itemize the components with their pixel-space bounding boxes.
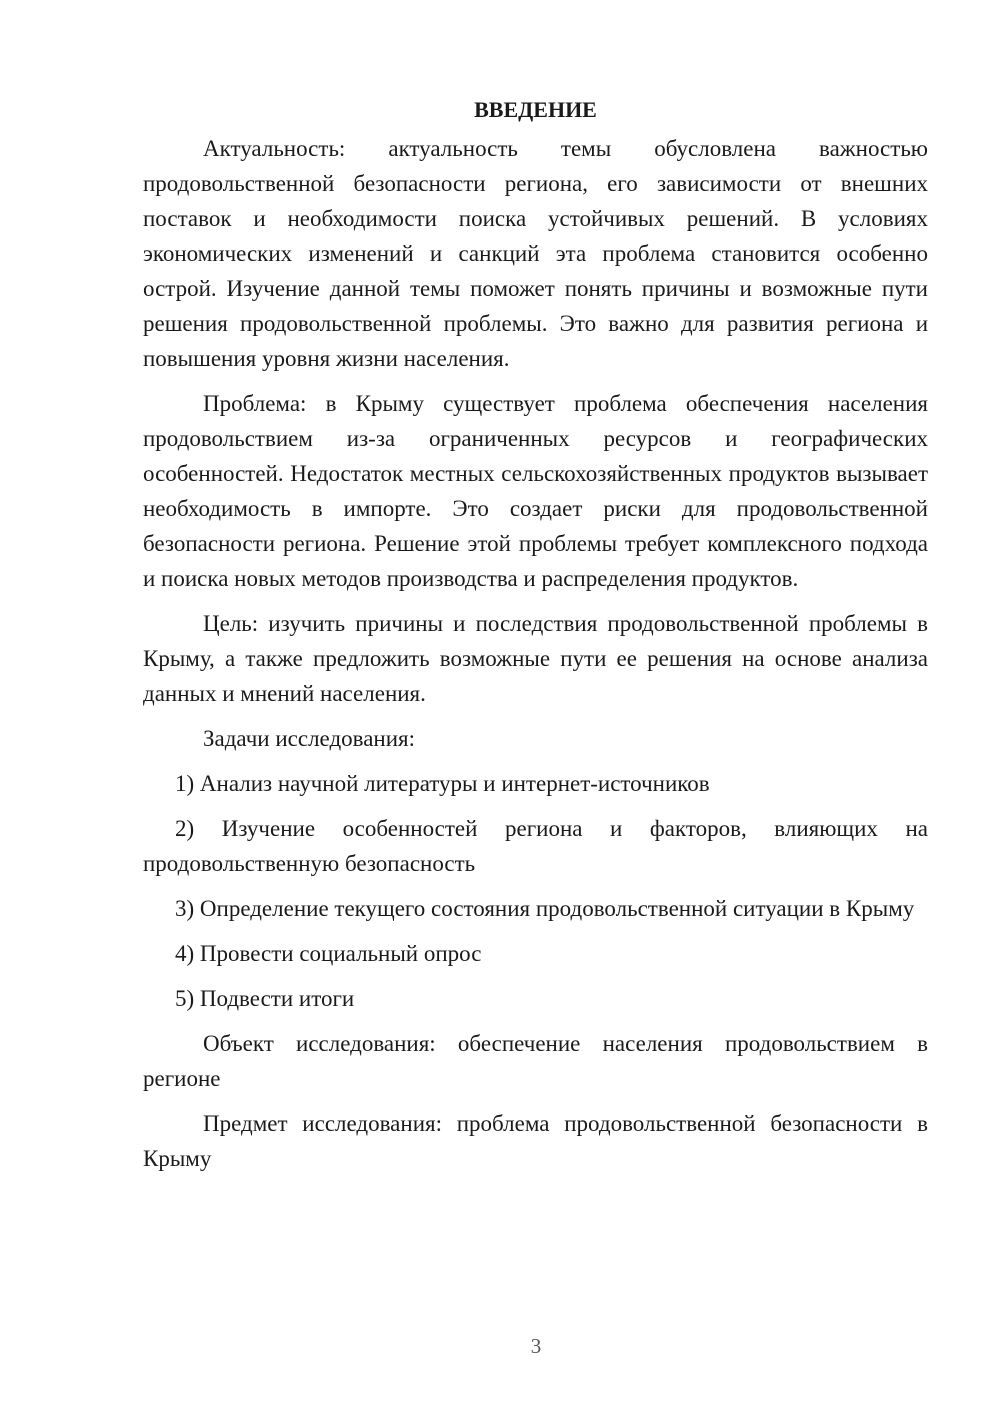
page-number: 3: [530, 1334, 542, 1358]
task-item: 2) Изучение особенностей региона и факторов, влияющих на продовольственную безопасность: [143, 816, 928, 876]
task-item: 5) Подвести итоги: [175, 986, 355, 1011]
relevance-paragraph: Актуальность: актуальность темы обусловлена важностью продовольственной безопасности региона, его зависимости от внешних поставок и необходимости поиска устойчивых решений. В условиях экономических изменений и санкций эта проблема становится особенно острой. Изучение данной темы поможет понять причины и возможные пути решения продовольственной проблемы. Это важно для развития региона и повышения уровня жизни населения.: [143, 136, 928, 371]
task-item: 3) Определение текущего состояния продовольственной ситуации в Крыму: [175, 896, 915, 921]
goal-paragraph: Цель: изучить причины и последствия продовольственной проблемы в Крыму, а также предложить возможные пути ее решения на основе анализа данных и мнений населения.: [143, 611, 928, 706]
tasks-heading: Задачи исследования:: [203, 726, 416, 751]
task-item: 4) Провести социальный опрос: [175, 941, 482, 966]
problem-paragraph: Проблема: в Крыму существует проблема обеспечения населения продовольствием из-за ограниченных ресурсов и географических особенностей. Недостаток местных сельскохозяйственных продуктов вызывает необходимость в импорте. Это создает риски для продовольственной безопасности региона. Решение этой проблемы требует комплексного подхода и поиска новых методов производства и распределения продуктов.: [143, 391, 928, 591]
page-content: [143, 92, 928, 1186]
page-title: ВВЕДЕНИЕ: [474, 97, 597, 122]
research-object-paragraph: Объект исследования: обеспечение населения продовольствием в регионе: [143, 1031, 928, 1091]
task-item: 1) Анализ научной литературы и интернет-источников: [175, 771, 710, 796]
research-subject-paragraph: Предмет исследования: проблема продовольственной безопасности в Крыму: [143, 1111, 928, 1171]
